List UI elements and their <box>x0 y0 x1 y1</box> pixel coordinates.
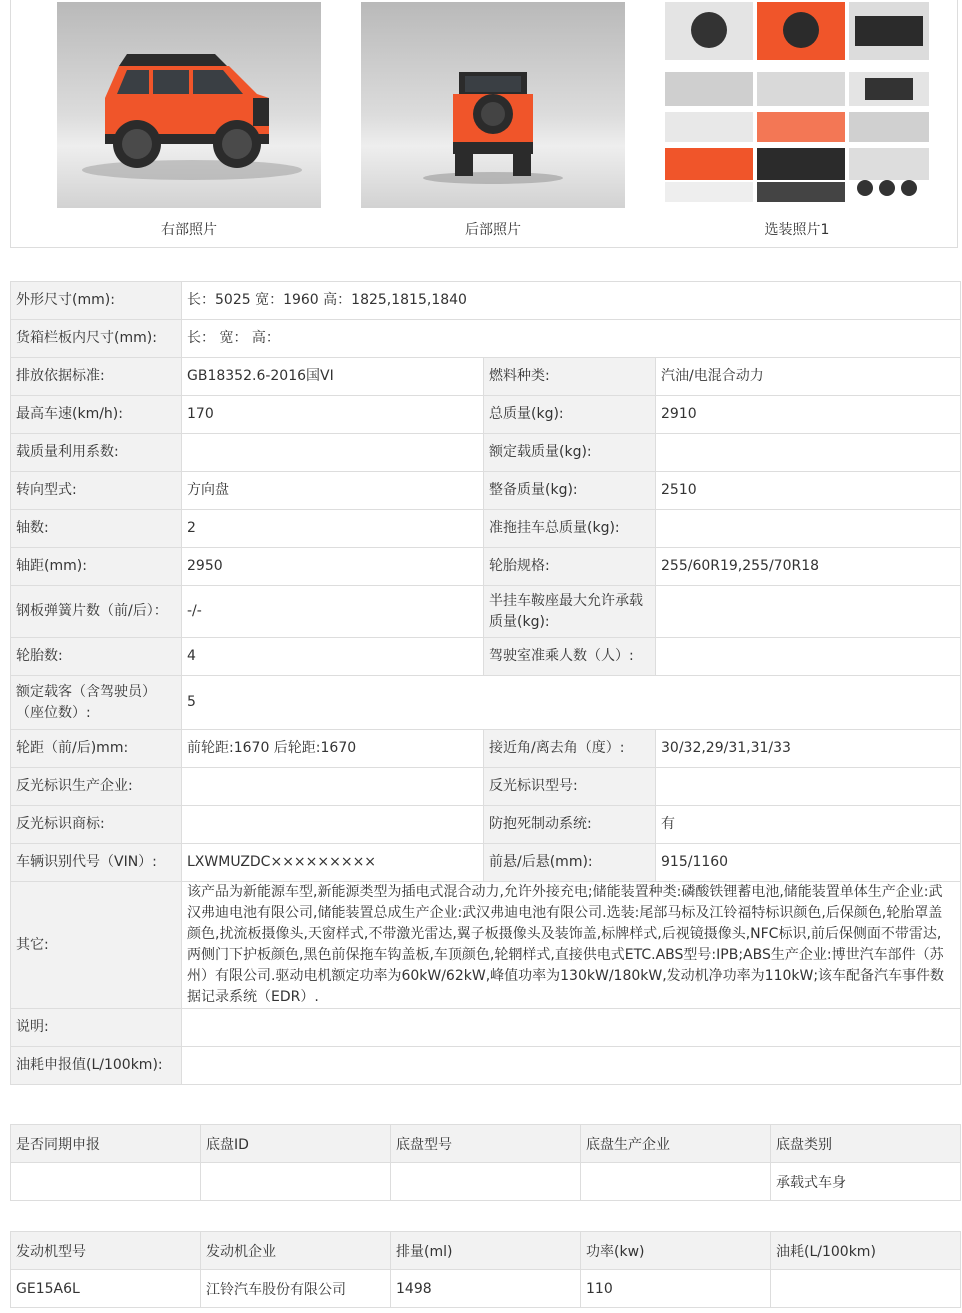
spec-row <box>11 282 961 320</box>
spec-value: 汽油/电混合动力 <box>656 358 961 396</box>
engine-cell <box>771 1270 961 1308</box>
spec-row <box>11 396 961 434</box>
engine-header-cell: 发动机企业 <box>201 1232 391 1270</box>
spec-label: 半挂车鞍座最大允许承载质量(kg): <box>484 586 656 638</box>
engine-header-cell: 发动机型号 <box>11 1232 201 1270</box>
spec-value: 915/1160 <box>656 844 961 882</box>
spec-value <box>656 768 961 806</box>
chassis-header-cell: 底盘型号 <box>391 1125 581 1163</box>
chassis-header-cell: 底盘类别 <box>771 1125 961 1163</box>
spec-value: 方向盘 <box>182 472 484 510</box>
spec-value: 前轮距:1670 后轮距:1670 <box>182 730 484 768</box>
spec-value: 长： 宽： 高： <box>182 320 961 358</box>
engine-cell: 江铃汽车股份有限公司 <box>201 1270 391 1308</box>
spec-label: 反光标识生产企业: <box>11 768 182 806</box>
spec-label: 油耗申报值(L/100km): <box>11 1047 182 1085</box>
engine-header-cell: 功率(kw) <box>581 1232 771 1270</box>
vehicle-spec-table <box>10 281 961 1085</box>
spec-value: 170 <box>182 396 484 434</box>
spec-row <box>11 472 961 510</box>
engine-cell: 110 <box>581 1270 771 1308</box>
spec-label: 载质量利用系数: <box>11 434 182 472</box>
optional-photo-1-caption: 选装照片1 <box>764 222 830 238</box>
spec-label: 车辆识别代号（VIN）: <box>11 844 182 882</box>
spec-label: 轮胎规格: <box>484 548 656 586</box>
spec-label: 反光标识商标: <box>11 806 182 844</box>
spec-label: 其它: <box>11 882 182 1009</box>
spec-value <box>182 806 484 844</box>
spec-label: 额定载客（含驾驶员）（座位数）: <box>11 676 182 730</box>
engine-cell: 1498 <box>391 1270 581 1308</box>
spec-row <box>11 676 961 730</box>
spec-value: 4 <box>182 638 484 676</box>
spec-row <box>11 1009 961 1047</box>
spec-row <box>11 882 961 1009</box>
suv-rear-illustration <box>361 2 625 208</box>
spec-value: 该产品为新能源车型,新能源类型为插电式混合动力,允许外接充电;储能装置种类:磷酸铁锂蓄电池,储能装置单体生产企业:武汉弗迪电池有限公司,储能装置总成生产企业:武汉弗迪电池有限公司.选装:尾部马标及江铃福特标识颜色,后保颜色,轮胎罩盖颜色,扰流板摄像头,天窗样式,不带激光雷达,翼子板摄像头及装饰盖,标牌样式,后视镜摄像头,NFC标识,前后保侧面不带雷达,两侧门下护板颜色,黑色前保拖车钩盖板,车顶颜色,轮辋样式,直接供电式ETC.ABS型号:IPB;ABS生产企业:博世汽车部件（苏州）有限公司.驱动电机额定功率为60kW/62kW,峰值功率为130kW/180kW,发动机净功率为110kW;该车配备汽车事件数据记录系统（EDR）. <box>182 882 961 1009</box>
spec-value <box>182 768 484 806</box>
suv-right-illustration <box>57 2 321 208</box>
chassis-cell <box>391 1163 581 1201</box>
chassis-header-cell: 底盘ID <box>201 1125 391 1163</box>
options-collage-illustration <box>665 2 929 208</box>
spec-value: 2510 <box>656 472 961 510</box>
table-row <box>11 1270 961 1308</box>
chassis-cell <box>581 1163 771 1201</box>
spec-label: 说明: <box>11 1009 182 1047</box>
spec-value: 长：5025 宽：1960 高：1825,1815,1840 <box>182 282 961 320</box>
spec-label: 轮距（前/后)mm: <box>11 730 182 768</box>
spec-value: 5 <box>182 676 961 730</box>
spec-label: 转向型式: <box>11 472 182 510</box>
chassis-header-cell: 是否同期申报 <box>11 1125 201 1163</box>
rear-photo-caption: 后部照片 <box>465 222 521 238</box>
chassis-cell: 承载式车身 <box>771 1163 961 1201</box>
engine-header-cell: 排量(ml) <box>391 1232 581 1270</box>
spec-label: 排放依据标准: <box>11 358 182 396</box>
spec-label: 额定载质量(kg): <box>484 434 656 472</box>
spec-label: 轴数: <box>11 510 182 548</box>
chassis-header-cell: 底盘生产企业 <box>581 1125 771 1163</box>
spec-label: 接近角/离去角（度）: <box>484 730 656 768</box>
spec-value: 有 <box>656 806 961 844</box>
spec-value <box>182 1009 961 1047</box>
spec-value: 30/32,29/31,31/33 <box>656 730 961 768</box>
spec-value: LXWMUZDC××××××××× <box>182 844 484 882</box>
engine-table <box>10 1231 961 1308</box>
spec-label: 货箱栏板内尺寸(mm): <box>11 320 182 358</box>
chassis-table <box>10 1124 961 1201</box>
spec-label: 燃料种类: <box>484 358 656 396</box>
spec-label: 总质量(kg): <box>484 396 656 434</box>
chassis-cell <box>201 1163 391 1201</box>
spec-row <box>11 1047 961 1085</box>
spec-row <box>11 510 961 548</box>
spec-label: 反光标识型号: <box>484 768 656 806</box>
engine-header-row <box>11 1232 961 1270</box>
spec-label: 轮胎数: <box>11 638 182 676</box>
spec-label: 防抱死制动系统: <box>484 806 656 844</box>
table-row <box>11 1163 961 1201</box>
chassis-cell <box>11 1163 201 1201</box>
spec-value <box>182 1047 961 1085</box>
spec-row <box>11 730 961 768</box>
spec-row <box>11 768 961 806</box>
spec-row <box>11 844 961 882</box>
spec-row <box>11 586 961 638</box>
spec-label: 钢板弹簧片数（前/后）： <box>11 586 182 638</box>
right-side-photo[interactable] <box>57 2 321 208</box>
spec-label: 前悬/后悬(mm): <box>484 844 656 882</box>
rear-photo[interactable] <box>361 2 625 208</box>
spec-value <box>182 434 484 472</box>
spec-label: 准拖挂车总质量(kg): <box>484 510 656 548</box>
spec-row <box>11 434 961 472</box>
spec-label: 整备质量(kg): <box>484 472 656 510</box>
spec-label: 驾驶室准乘人数（人）: <box>484 638 656 676</box>
spec-row <box>11 638 961 676</box>
spec-value: -/- <box>182 586 484 638</box>
spec-row <box>11 320 961 358</box>
spec-label: 外形尺寸(mm): <box>11 282 182 320</box>
engine-cell: GE15A6L <box>11 1270 201 1308</box>
spec-label: 轴距(mm): <box>11 548 182 586</box>
spec-value <box>656 434 961 472</box>
optional-photo-1[interactable] <box>665 2 929 208</box>
spec-value <box>656 510 961 548</box>
spec-label: 最高车速(km/h): <box>11 396 182 434</box>
engine-header-cell: 油耗(L/100km) <box>771 1232 961 1270</box>
spec-value: 2950 <box>182 548 484 586</box>
spec-value <box>656 638 961 676</box>
spec-row <box>11 548 961 586</box>
spec-row <box>11 806 961 844</box>
spec-value: 2 <box>182 510 484 548</box>
spec-value: GB18352.6-2016国VI <box>182 358 484 396</box>
spec-value: 255/60R19,255/70R18 <box>656 548 961 586</box>
right-side-photo-caption: 右部照片 <box>161 222 217 238</box>
spec-value <box>656 586 961 638</box>
chassis-header-row <box>11 1125 961 1163</box>
spec-row <box>11 358 961 396</box>
photo-gallery <box>10 0 958 248</box>
spec-value: 2910 <box>656 396 961 434</box>
